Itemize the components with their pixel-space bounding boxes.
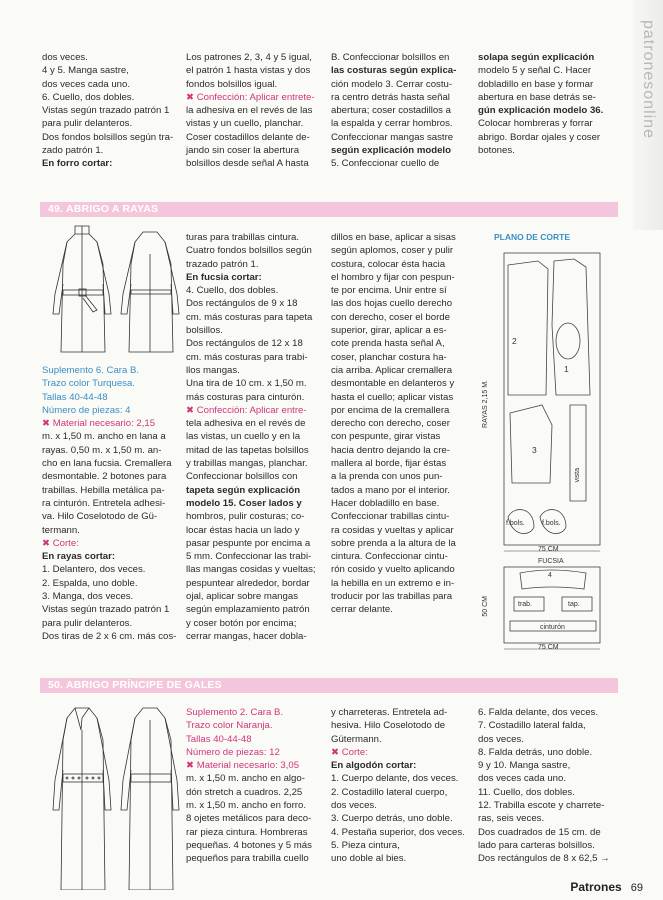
cutting-plan-title: PLANO DE CORTE — [494, 232, 571, 242]
text-line: 7. Costadillo lateral falda, — [478, 720, 586, 732]
coat-49-sketch — [45, 224, 181, 364]
text-line: desmontable en delanteros y — [331, 378, 455, 390]
text-line: ra cosidas y vueltas y aplicar — [331, 524, 454, 536]
text-line: llos mangas. — [186, 364, 240, 376]
text-line: derecho con derecho, coser — [331, 418, 450, 430]
text-line: el patrón 1 hasta vistas y dos — [186, 65, 311, 77]
plan-fucsia-label: FUCSIA — [538, 558, 564, 565]
vista-shape — [570, 405, 586, 501]
text-line: 4 y 5. Manga sastre, — [42, 65, 129, 77]
text-line: modelo 15. Coser lados y — [186, 497, 302, 509]
text-line: cm. más costuras para trabi- — [186, 351, 308, 363]
text-line: gún explicación modelo 36. — [478, 105, 604, 117]
section-50-column-3 — [331, 706, 477, 866]
text-line: Número de piezas: 4 — [42, 404, 131, 416]
text-line: Vistas según trazado patrón 1 — [42, 604, 170, 616]
text-line: 4. Cuello, dos dobles. — [186, 285, 279, 297]
text-line: termann. — [42, 524, 80, 536]
text-line: las vistas, un cuello y en la — [186, 431, 301, 443]
text-line: Confeccionar mangas sastre — [331, 131, 454, 143]
text-line: el hombro y fijar con pespun- — [331, 271, 455, 283]
text-line: Dos rectángulos de 9 x 18 — [186, 298, 298, 310]
text-line: B. Confeccionar bolsillos en — [331, 52, 450, 63]
text-line: cerrar mangas, hacer dobla- — [186, 630, 307, 642]
text-line: 3. Cuerpo detrás, uno doble. — [331, 813, 453, 825]
text-line: Vistas según trazado patrón 1 — [42, 105, 170, 117]
plan-piece-1-label: 1 — [564, 364, 569, 374]
text-line: Los patrones 2, 3, 4 y 5 igual, — [186, 52, 312, 63]
text-line: cintura. Confeccionar cintu- — [331, 551, 448, 563]
plan-rayas-label: RAYAS 2,15 M. — [482, 380, 489, 428]
text-line: cerrar delante. — [331, 604, 393, 616]
plan-cinturon-label: cinturón — [540, 624, 565, 631]
text-line: 5 mm. Confeccionar las trabi- — [186, 551, 312, 563]
text-line: En fucsia cortar: — [186, 271, 262, 283]
text-line: Dos tiras de 2 x 6 cm. más cos- — [42, 630, 177, 642]
text-line: mitad de las tapetas bolsillos — [186, 444, 309, 456]
cutting-plan-diagram — [490, 245, 610, 655]
text-line: ✖ Confección: Aplicar entre- — [186, 404, 307, 416]
page-number: 69 — [630, 882, 643, 894]
text-line: rayas. 0,50 m. x 1,50 m. an- — [42, 444, 162, 456]
section-49-title: ABRIGO A RAYAS — [65, 203, 159, 215]
text-line: cia arriba. Aplicar cremallera — [331, 364, 453, 376]
text-line: Tallas 40-44-48 — [42, 391, 108, 403]
text-line: bolsillos desde señal A hasta — [186, 158, 309, 170]
text-line: Dos cuadrados de 15 cm. de — [478, 826, 601, 838]
text-line: m. x 1,50 m. ancho en lana a — [42, 431, 166, 443]
text-line: En rayas cortar: — [42, 551, 116, 563]
text-line: llas mangas cosidas y vueltas; — [186, 564, 316, 576]
text-line: solapa según explicación — [478, 52, 595, 63]
text-line: ✖ Corte: — [42, 537, 79, 549]
text-line: fondos bolsillos igual. — [186, 78, 278, 90]
text-line: 2. Espalda, uno doble. — [42, 577, 138, 589]
text-line: Dos rectángulos de 8 x 62,5 → — [478, 853, 610, 865]
text-line: ra centro detrás hasta señal — [331, 91, 450, 103]
text-line: locar éstas hacia un lado y — [186, 524, 300, 536]
text-line: pequeñas. 4 botones y 5 más — [186, 839, 312, 851]
text-line: 4. Pestaña superior, dos veces. — [331, 826, 465, 838]
text-line: las dos hojas cuello derecho — [331, 298, 453, 310]
section-50-number: 50. — [48, 679, 64, 691]
section-50-title: ABRIGO PRÍNCIPE DE GALES — [65, 679, 222, 691]
text-line: desmontable. 2 botones para — [42, 471, 167, 483]
text-line: Dos rectángulos de 12 x 18 — [186, 338, 303, 350]
text-line: Cuatro fondos bolsillos según — [186, 245, 312, 257]
section-50-header — [40, 678, 618, 693]
top-column-2 — [186, 51, 326, 171]
section-49-number: 49. — [48, 203, 64, 215]
text-line: Una tira de 10 cm. x 1,50 m. — [186, 378, 307, 390]
text-line: pequeños para trabilla cuello — [186, 853, 309, 865]
text-line: 1. Delantero, dos veces. — [42, 564, 146, 576]
text-line: lado para carteras bolsillos. — [478, 839, 595, 851]
text-line: con derecho, coser el borde — [331, 311, 450, 323]
text-line: cm. más costuras para tapeta — [186, 311, 313, 323]
text-line: Colocar hombreras y forrar — [478, 118, 593, 130]
text-line: Tallas 40-44-48 — [186, 733, 252, 745]
text-line: abertura; coser costadillos a — [331, 105, 451, 117]
text-line: ✖ Confección: Aplicar entrete- — [186, 91, 315, 103]
text-line: más costuras para cinturón. — [186, 391, 305, 403]
text-line: y charreteras. Entretela ad- — [331, 707, 448, 718]
text-line: ción modelo 3. Cerrar costu- — [331, 78, 453, 90]
text-line: 1. Cuerpo delante, dos veces. — [331, 773, 459, 785]
page-edge-strip — [633, 0, 663, 230]
plan-fbols-label-1: f.bols. — [506, 520, 525, 527]
plan-vista-label: vista — [574, 468, 581, 483]
text-line: trazado patrón 1. — [186, 258, 259, 270]
text-line: troducir por las trabillas para — [331, 591, 453, 603]
plan-tap-label: tap. — [568, 601, 580, 608]
text-line: m. x 1,50 m. ancho en forro. — [186, 800, 306, 812]
text-line: Confeccionar trabillas cintu- — [331, 511, 450, 523]
text-line: vistas y un cuello, planchar. — [186, 118, 304, 130]
text-line: tela adhesiva en el revés de — [186, 418, 306, 430]
text-line: dobladillo en base y formar — [478, 78, 594, 90]
text-line: hacia dentro dejando la cre- — [331, 444, 450, 456]
text-line: Suplemento 6. Cara B. — [42, 365, 140, 376]
piece-3-shape — [510, 405, 552, 483]
text-line: turas para trabillas cintura. — [186, 232, 300, 243]
text-line: según emplazamiento patrón — [186, 604, 310, 616]
text-line: ✖ Corte: — [331, 746, 368, 758]
text-line: 3. Manga, dos veces. — [42, 591, 134, 603]
text-line: a la prenda con unos pun- — [331, 471, 443, 483]
top-column-4 — [478, 51, 618, 157]
plan-piece-3-label: 3 — [532, 445, 537, 455]
text-line: Dos fondos bolsillos según tra- — [42, 131, 174, 143]
text-line: mallera al borde, fijar éstas — [331, 458, 447, 470]
sidebar-brand-text: patronesonline — [640, 20, 657, 139]
section-50-column-4 — [478, 706, 618, 866]
text-line: y coser botón por encima; — [186, 617, 297, 629]
text-line: modelo 5 y señal C. Hacer — [478, 65, 592, 77]
text-line: Coser costadillos delante de- — [186, 131, 310, 143]
text-line: cho en lana fucsia. Cremallera — [42, 458, 172, 470]
text-line: 5. Pieza cintura, — [331, 839, 400, 851]
plan-trab-label: trab. — [518, 601, 533, 608]
text-line: abrigo. Bordar ojales y coser — [478, 131, 601, 143]
text-line: dón stretch a cuadros. 2,25 — [186, 786, 303, 798]
text-line: zado patrón 1. — [42, 145, 104, 157]
piece-4-shape — [520, 570, 586, 589]
text-line: la hebilla en un extremo e in- — [331, 577, 455, 589]
text-line: coser, planchar costura ha- — [331, 351, 447, 363]
text-line: rón cosido y vuelto aplicando — [331, 564, 455, 576]
text-line: pasar pespunte por encima a — [186, 537, 311, 549]
text-line: según aplomos, coser y pulir — [331, 245, 454, 257]
text-line: Confeccionar bolsillos con — [186, 471, 298, 483]
page-footer — [570, 880, 643, 894]
text-line: uno doble al bies. — [331, 853, 407, 865]
text-line: y trabillas mangas, planchar. — [186, 458, 308, 470]
text-line: pespuntear alrededor, bordar — [186, 577, 310, 589]
text-line: dos veces cada uno. — [42, 78, 131, 90]
text-line: 8 ojetes metálicos para deco- — [186, 813, 312, 825]
text-line: 9 y 10. Manga sastre, — [478, 760, 571, 772]
text-line: 2. Costadillo lateral cuerpo, — [331, 786, 448, 798]
text-line: bolsillos. — [186, 325, 223, 337]
text-line: dos veces. — [331, 800, 377, 812]
plan-piece-4-label: 4 — [548, 572, 552, 579]
text-line: Número de piezas: 12 — [186, 746, 280, 758]
text-line: En algodón cortar: — [331, 760, 417, 772]
plan-height-2-label: 50 CM — [482, 596, 489, 617]
text-line: 5. Confeccionar cuello de — [331, 158, 440, 170]
text-line: trabillas. Hebilla metálica pa- — [42, 484, 165, 496]
text-line: Gütermann. — [331, 733, 382, 745]
text-line: según explicación modelo — [331, 145, 451, 157]
piece-1-shape — [552, 259, 590, 395]
text-line: botones. — [478, 145, 515, 157]
plan-fbols-label-2: f.bols. — [542, 520, 561, 527]
text-line: 8. Falda detrás, uno doble. — [478, 746, 593, 758]
text-line: para pulir delanteros. — [42, 617, 133, 629]
text-line: m. x 1,50 m. ancho en algo- — [186, 773, 305, 785]
text-line: En forro cortar: — [42, 158, 113, 170]
pocket-oval-shape — [556, 323, 580, 359]
plan-width-2-label: 75 CM — [538, 644, 559, 651]
section-50-column-2 — [186, 706, 326, 866]
text-line: dos veces cada uno. — [478, 773, 567, 785]
text-line: cote prenda hasta señal A, — [331, 338, 445, 350]
text-line: ojal, aplicar sobre mangas — [186, 591, 298, 603]
text-line: tados a mano por el interior. — [331, 484, 450, 496]
section-49-column-3 — [331, 231, 477, 617]
text-line: Hacer dobladillo en base. — [331, 497, 440, 509]
text-line: va. Hilo Coselotodo de Gü- — [42, 511, 158, 523]
text-line: ras, seis veces. — [478, 813, 545, 825]
text-line: ✖ Material necesario: 2,15 — [42, 418, 156, 430]
text-line: la adhesiva en el revés de las — [186, 105, 313, 117]
text-line: por encima de la cremallera — [331, 404, 450, 416]
plan-piece-2-label: 2 — [512, 336, 517, 346]
text-line: superior, girar, aplicar a es- — [331, 325, 447, 337]
text-line: 11. Cuello, dos dobles. — [478, 786, 575, 798]
text-line: ra cinturón. Entretela adhesi- — [42, 497, 166, 509]
text-line: 12. Trabilla escote y charrete- — [478, 800, 605, 812]
top-column-1 — [42, 51, 180, 171]
footer-brand: Patrones — [570, 880, 622, 894]
piece-2-shape — [508, 261, 548, 395]
coat-50-sketch — [45, 700, 181, 890]
text-line: Suplemento 2. Cara B. — [186, 707, 284, 718]
text-line: dillos en base, aplicar a sisas — [331, 232, 456, 243]
text-line: con pespunte, girar vistas — [331, 431, 441, 443]
top-column-3 — [331, 51, 471, 171]
text-line: dos veces. — [42, 52, 88, 63]
text-line: abertura en base detrás se- — [478, 91, 596, 103]
text-line: hesiva. Hilo Coselotodo de — [331, 720, 446, 732]
text-line: Trazo color Turquesa. — [42, 378, 135, 390]
section-49-column-1 — [42, 364, 182, 643]
text-line: 6. Falda delante, dos veces. — [478, 707, 598, 718]
plan-width-1-label: 75 CM — [538, 546, 559, 553]
text-line: hasta el cuello; aplicar vistas — [331, 391, 454, 403]
text-line: sobre prenda a la altura de la — [331, 537, 456, 549]
text-line: Trazo color Naranja. — [186, 720, 273, 732]
text-line: rar pieza cintura. Hombreras — [186, 826, 308, 838]
text-line: hombros, pulir costuras; co- — [186, 511, 305, 523]
text-line: dos veces. — [478, 733, 524, 745]
text-line: ✖ Material necesario: 3,05 — [186, 760, 300, 772]
text-line: 6. Cuello, dos dobles. — [42, 91, 135, 103]
section-49-header — [40, 202, 618, 217]
text-line: las costuras según explica- — [331, 65, 457, 77]
text-line: costura, colocar ésta hacia — [331, 258, 446, 270]
section-49-column-2 — [186, 231, 326, 643]
text-line: la espalda y cerrar hombros. — [331, 118, 453, 130]
text-line: jando sin coser la abertura — [186, 145, 300, 157]
text-line: para pulir delanteros. — [42, 118, 133, 130]
text-line: te por encima. Unir entre sí — [331, 285, 447, 297]
text-line: tapeta según explicación — [186, 484, 301, 496]
